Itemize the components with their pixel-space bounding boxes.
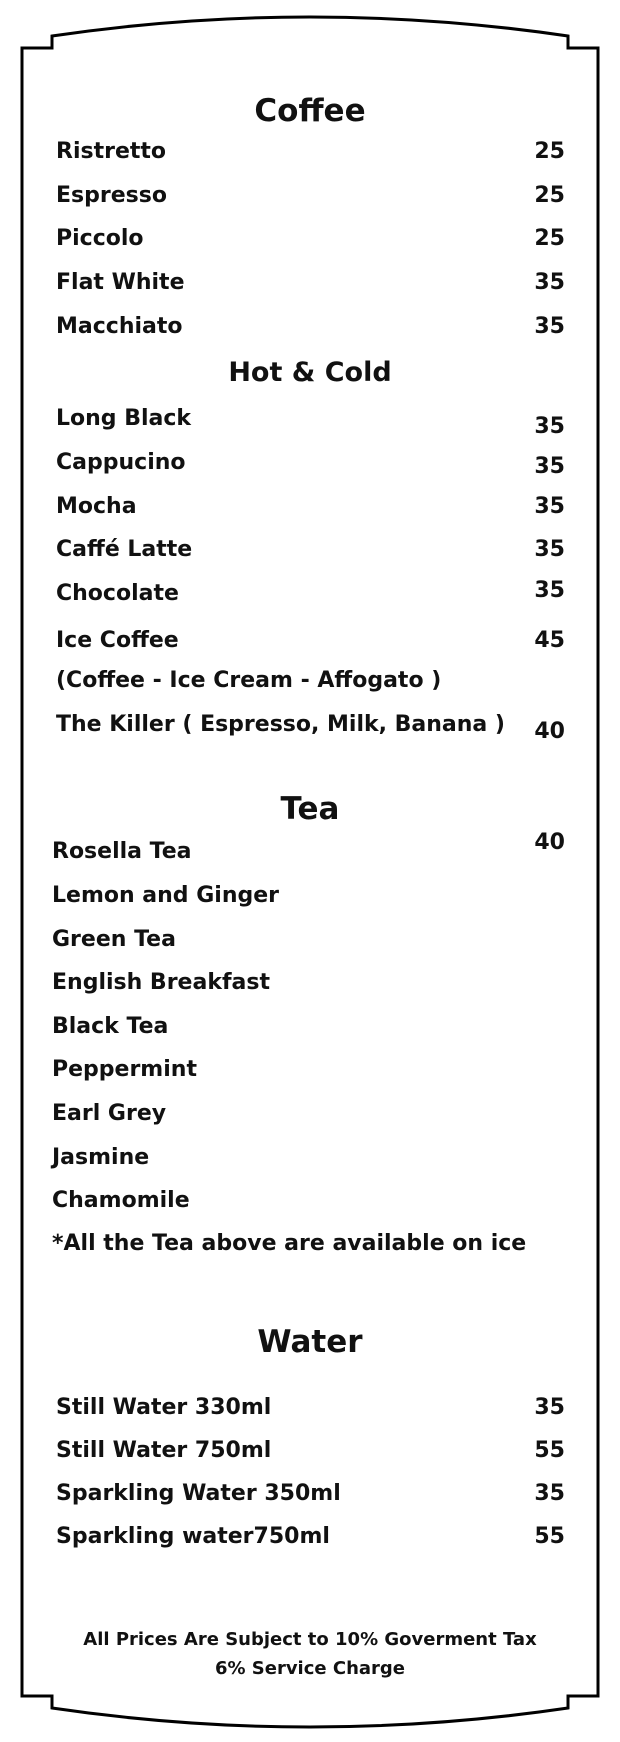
tea-item: Green Tea — [52, 927, 176, 952]
menu-item-price: 35 — [534, 454, 565, 479]
menu-item-name: Chocolate — [56, 581, 179, 606]
footer-tax-note: All Prices Are Subject to 10% Goverment Tax — [83, 1629, 537, 1650]
tea-iced-note: *All the Tea above are available on ice — [52, 1231, 527, 1256]
menu-item-name: Long Black — [56, 406, 192, 431]
menu-item-name: Macchiato — [56, 314, 183, 339]
section-title-hot-cold: Hot & Cold — [228, 357, 392, 388]
footer-service-charge-note: 6% Service Charge — [214, 1658, 406, 1679]
menu-item-name: Flat White — [56, 270, 185, 295]
menu-item-name: Sparkling water750ml — [56, 1524, 330, 1549]
menu-item-price: 35 — [534, 537, 565, 562]
menu-item-name: Mocha — [56, 494, 137, 519]
tea-item: Jasmine — [52, 1145, 150, 1170]
menu-item-name: Espresso — [56, 183, 167, 208]
menu-item-price: 45 — [534, 628, 565, 653]
menu-item-price: 25 — [534, 226, 565, 251]
menu-item-name: The Killer ( Espresso, Milk, Banana ) — [56, 712, 505, 737]
menu-item-price: 25 — [534, 139, 565, 164]
menu-item-price: 35 — [534, 578, 565, 603]
tea-item: Peppermint — [52, 1057, 197, 1082]
menu-item-name: Piccolo — [56, 226, 144, 251]
menu-item-price: 35 — [534, 314, 565, 339]
menu-item-name: Caffé Latte — [56, 537, 193, 562]
menu-item-price: 55 — [534, 1524, 565, 1549]
tea-item: Black Tea — [52, 1014, 169, 1039]
tea-item: Lemon and Ginger — [52, 883, 279, 908]
menu-item-name: Sparkling Water 350ml — [56, 1481, 341, 1506]
section-title-water: Water — [257, 1324, 363, 1360]
menu-item-name: Cappucino — [56, 450, 186, 475]
menu-item-price: 25 — [534, 183, 565, 208]
section-title-coffee: Coffee — [254, 93, 366, 129]
tea-item: Chamomile — [52, 1188, 190, 1213]
section-title-tea: Tea — [280, 791, 340, 827]
menu-item-description: (Coffee - Ice Cream - Affogato ) — [56, 668, 442, 693]
menu-item-price: 35 — [534, 414, 565, 439]
menu-item-name: Still Water 330ml — [56, 1395, 272, 1420]
menu-item-price: 35 — [534, 494, 565, 519]
menu-item-price: 35 — [534, 1481, 565, 1506]
menu-item-name: Ice Coffee — [56, 628, 179, 653]
menu-item-price: 55 — [534, 1438, 565, 1463]
tea-item: English Breakfast — [52, 970, 270, 995]
menu-item-price: 40 — [534, 719, 565, 744]
menu-item-name: Ristretto — [56, 139, 167, 164]
tea-item: Earl Grey — [52, 1101, 167, 1126]
menu-item-price: 35 — [534, 270, 565, 295]
menu-item-name: Still Water 750ml — [56, 1438, 272, 1463]
tea-item: Rosella Tea — [52, 839, 192, 864]
tea-price: 40 — [534, 830, 565, 855]
menu-item-price: 35 — [534, 1395, 565, 1420]
